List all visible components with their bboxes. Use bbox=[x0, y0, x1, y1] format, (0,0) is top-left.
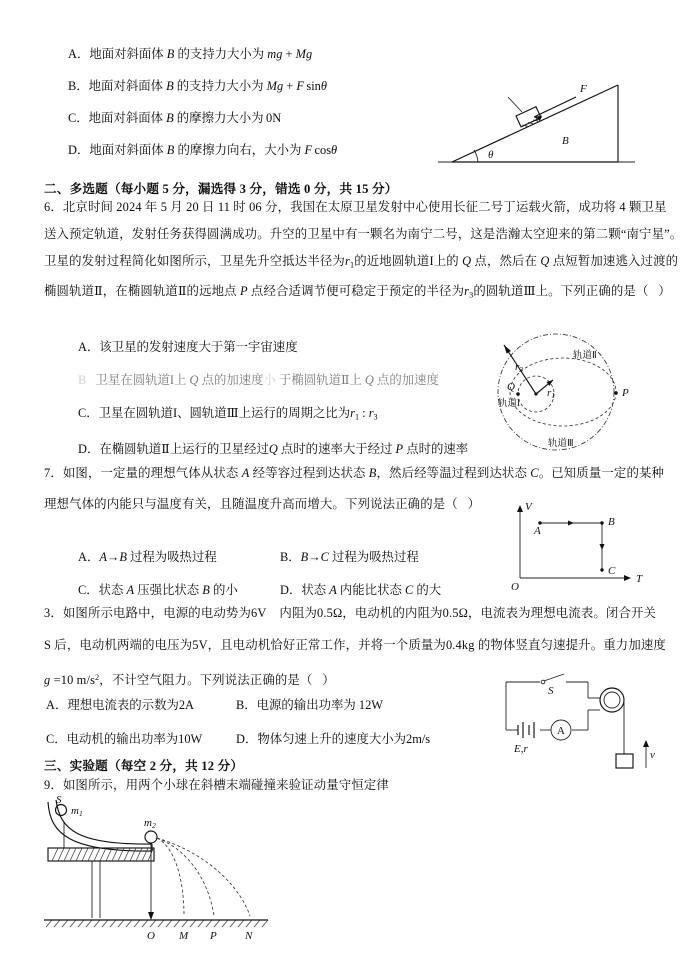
orbit-point-P: P bbox=[622, 387, 629, 399]
q5-option-b: B．地面对斜面体 B 的支持力大小为 Mg + F sinθ bbox=[68, 79, 327, 93]
velocity-label-v: v bbox=[650, 749, 655, 761]
switch-label-S: S bbox=[548, 685, 554, 697]
q3-stem-line-2: S 后，电动机两端的电压为5V，且电动机恰好正常工作，并将一个质量为0.4kg 的物体竖直匀速提升。重力加速度 bbox=[44, 638, 666, 652]
orbit-point-Q: Q bbox=[507, 381, 515, 393]
q6-option-d: D．在椭圆轨道Ⅱ上运行的卫星经过Q 点时的速率大于经过 P 点时的速率 bbox=[78, 442, 469, 457]
q3-option-d: D．物体匀速上升的速度大小为2m/s bbox=[236, 732, 431, 746]
ammeter-label: A bbox=[557, 725, 565, 737]
vt-point-A: A bbox=[534, 525, 541, 537]
landing-mark-N: N bbox=[245, 930, 253, 942]
landing-mark-M: M bbox=[179, 930, 189, 942]
source-label-Er: E,r bbox=[514, 743, 528, 755]
q6-stem-line-3: 卫星的发射过程简化如图所示，卫星先升空抵达半径为$r_1$的近地圆轨道I上的 Q 点，然后在 Q 点短暂加速逃入过渡的 bbox=[44, 254, 679, 270]
q7-option-a: A．A→B 过程为吸热过程 bbox=[78, 550, 217, 564]
force-label-F: F bbox=[580, 83, 587, 95]
radius-label-r3: r3 bbox=[515, 361, 524, 374]
q6-options-block bbox=[78, 340, 468, 457]
vt-point-B: B bbox=[608, 516, 615, 528]
q3-stem-line-1: 3．如图所示电路中，电源的电动势为6V 内阻为0.5Ω，电动机的内阻为0.5Ω，电流表为理想电流表。闭合开关 bbox=[44, 606, 657, 620]
section-three-heading: 三、实验题（每空 2 分，共 12 分） bbox=[44, 759, 244, 773]
incline-body-label-B: B bbox=[562, 135, 569, 147]
q3-option-b: B．电源的输出功率为 12W bbox=[236, 698, 383, 712]
vt-origin-label-O: O bbox=[511, 581, 519, 593]
collision-label-m1: m1 bbox=[71, 805, 83, 818]
q6-stem-line-2: 送入预定轨道，发射任务获得圆满成功。升空的卫星中有一颗名为南宁二号，这是浩瀚太空迎来的第二颗“南宁星”。 bbox=[44, 227, 683, 241]
q6-stem-line-4: 椭圆轨道Ⅱ，在椭圆轨道Ⅱ的远地点 P 点经合适调节便可稳定于预定的半径为$r_3$的圆轨道Ⅲ上。下列正确的是（ ） bbox=[44, 284, 671, 300]
collision-label-m2: m2 bbox=[144, 817, 156, 830]
q6-option-a: A．该卫星的发射速度大于第一宇宙速度 bbox=[78, 340, 298, 354]
q9-stem: 9．如图所示，用两个小球在斜槽末端碰撞来验证动量守恒定律 bbox=[44, 778, 389, 792]
q5-options-block bbox=[68, 47, 337, 158]
vt-point-C: C bbox=[608, 565, 616, 577]
orbit-label-1: 轨道I bbox=[498, 399, 521, 409]
q6-option-b: B 卫星在圆轨道I上 Q 点的加速度小 于椭圆轨道Ⅱ上 Q 点的加速度 bbox=[78, 373, 439, 387]
incline-plane-figure bbox=[430, 62, 665, 172]
q7-stem-line-2: 理想气体的内能只与温度有关，且随温度升高而增大。下列说法正确的是（ ） bbox=[44, 497, 481, 511]
q5-option-d: D．地面对斜面体 B 的摩擦力向右，大小为 F cosθ bbox=[68, 143, 338, 157]
collision-label-S: S bbox=[56, 794, 62, 806]
q3-stem-line-3: g =10 $m/s^2$，不计空气阻力。下列说法正确的是（ ） bbox=[44, 673, 335, 688]
vt-axis-label-T: T bbox=[636, 573, 643, 585]
angle-label-theta: θ bbox=[488, 149, 494, 161]
landing-mark-P: P bbox=[210, 930, 217, 942]
q7-option-c: C．状态 A 压强比状态 B 的小 bbox=[78, 583, 238, 597]
radius-label-r1: r1 bbox=[547, 387, 556, 400]
q7-stem-line-1: 7．如图，一定量的理想气体从状态 A 经等容过程到达状态 B，然后经等温过程到达状态 C。已知质量一定的某种 bbox=[44, 466, 665, 480]
collision-experiment-figure bbox=[34, 796, 334, 961]
q3-option-c: C．电动机的输出功率为10W bbox=[46, 732, 203, 746]
circuit-figure bbox=[488, 672, 668, 782]
q3-option-a: A．理想电流表的示数为2A bbox=[46, 698, 194, 712]
section-two-heading: 二、多选题（每小题 5 分，漏选得 3 分，错选 0 分，共 15 分） bbox=[44, 182, 398, 196]
vt-diagram-figure bbox=[498, 498, 658, 593]
orbit-label-3: 轨道Ⅲ bbox=[548, 439, 574, 449]
q7-option-d: D．状态 A 内能比状态 C 的大 bbox=[280, 583, 442, 597]
orbit-figure bbox=[468, 330, 668, 455]
q6-stem-line-1: 6．北京时间 2024 年 5 月 20 日 11 时 06 分，我国在太原卫星发射中心使用长征二号丁运载火箭，成功将 4 颗卫星 bbox=[44, 200, 667, 214]
vt-axis-label-V: V bbox=[525, 501, 532, 513]
q6-stem bbox=[44, 200, 682, 303]
landing-mark-O: O bbox=[147, 930, 155, 942]
q5-option-c: C．地面对斜面体 B 的摩擦力大小为 0N bbox=[68, 111, 282, 125]
q6-option-c: C．卫星在圆轨道I、圆轨道Ⅲ上运行的周期之比为$r_1$ : $r_3$ bbox=[78, 406, 378, 422]
orbit-label-2: 轨道Ⅱ bbox=[573, 351, 597, 361]
q5-option-a: A．地面对斜面体 B 的支持力大小为 mg + Mg bbox=[68, 47, 313, 61]
q7-option-b: B．B→C 过程为吸热过程 bbox=[280, 550, 419, 564]
